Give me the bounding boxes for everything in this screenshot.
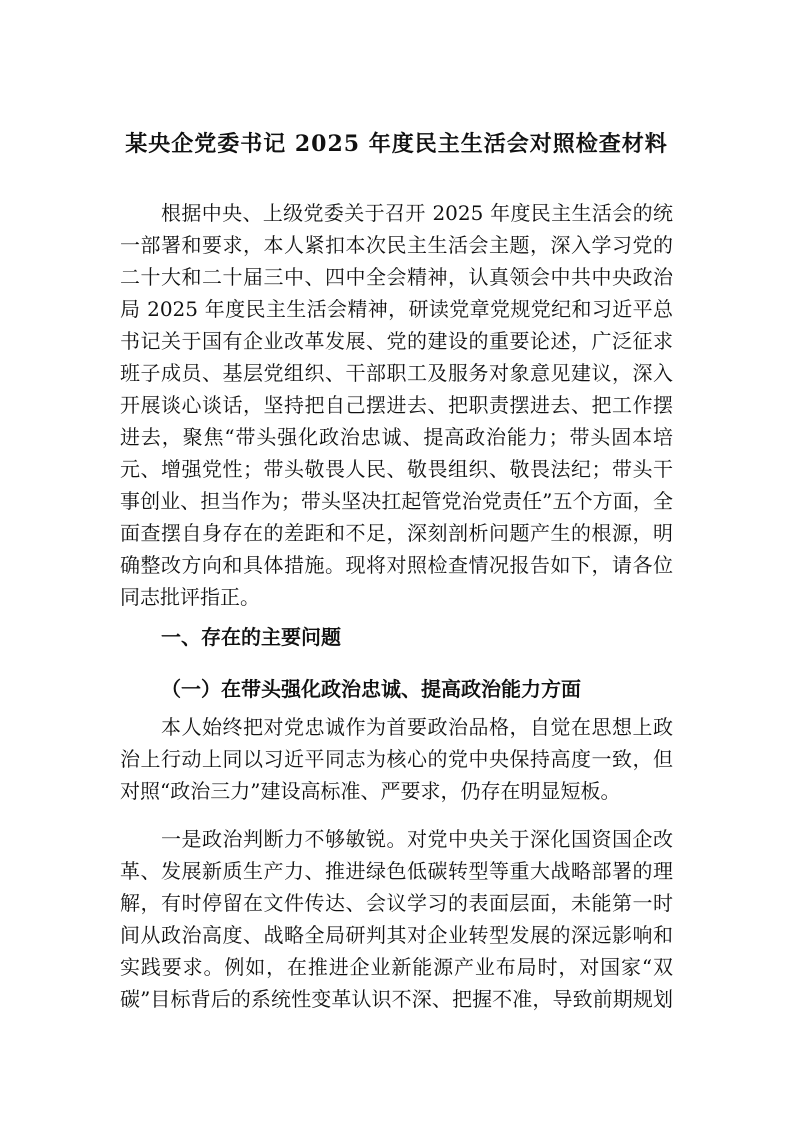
- text-line: 同志批评指正。: [120, 585, 260, 609]
- text-line: 实践要求。例如，在推进企业新能源产业布局时，对国家“双: [120, 955, 673, 979]
- text-line: 本人始终把对党忠诚作为首要政治品格，自觉在思想上政: [161, 715, 673, 739]
- document-title: 某央企党委书记 2025 年度民主生活会对照检查材料: [125, 131, 668, 157]
- text-line: 开展谈心谈话，坚持把自己摆进去、把职责摆进去、把工作摆: [120, 393, 673, 417]
- text-line: 间从政治高度、战略全局研判其对企业转型发展的深远影响和: [120, 923, 673, 947]
- text-line: 对照“政治三力”建设高标准、严要求，仍存在明显短板。: [120, 779, 621, 803]
- text-line: 碳”目标背后的系统性变革认识不深、把握不准，导致前期规划: [120, 987, 673, 1011]
- text-line: 二十大和二十届三中、四中全会精神，认真领会中共中央政治: [120, 265, 673, 289]
- text-line: 根据中央、上级党委关于召开 2025 年度民主生活会的统: [161, 201, 673, 225]
- text-line: 事创业、担当作为；带头坚决扛起管党治党责任”五个方面，全: [120, 489, 673, 513]
- text-line: 一是政治判断力不够敏锐。对党中央关于深化国资国企改: [161, 827, 673, 851]
- text-line: 解，有时停留在文件传达、会议学习的表面层面，未能第一时: [120, 891, 673, 915]
- subsection-heading: （一）在带头强化政治忠诚、提高政治能力方面: [161, 677, 581, 701]
- text-line: 进去，聚焦“带头强化政治忠诚、提高政治能力；带头固本培: [120, 425, 673, 449]
- text-line: 局 2025 年度民主生活会精神，研读党章党规党纪和习近平总: [120, 297, 673, 321]
- text-line: 元、增强党性；带头敬畏人民、敬畏组织、敬畏法纪；带头干: [120, 457, 673, 481]
- section-heading: 一、存在的主要问题: [161, 625, 341, 649]
- text-line: 确整改方向和具体措施。现将对照检查情况报告如下，请各位: [120, 553, 673, 577]
- text-line: 一部署和要求，本人紧扣本次民主生活会主题，深入学习党的: [120, 233, 673, 257]
- text-line: 书记关于国有企业改革发展、党的建设的重要论述，广泛征求: [120, 329, 673, 353]
- text-line: 革、发展新质生产力、推进绿色低碳转型等重大战略部署的理: [120, 859, 673, 883]
- text-line: 班子成员、基层党组织、干部职工及服务对象意见建议，深入: [120, 361, 673, 385]
- text-line: 面查摆自身存在的差距和不足，深刻剖析问题产生的根源，明: [120, 521, 673, 545]
- text-line: 治上行动上同以习近平同志为核心的党中央保持高度一致，但: [120, 747, 673, 771]
